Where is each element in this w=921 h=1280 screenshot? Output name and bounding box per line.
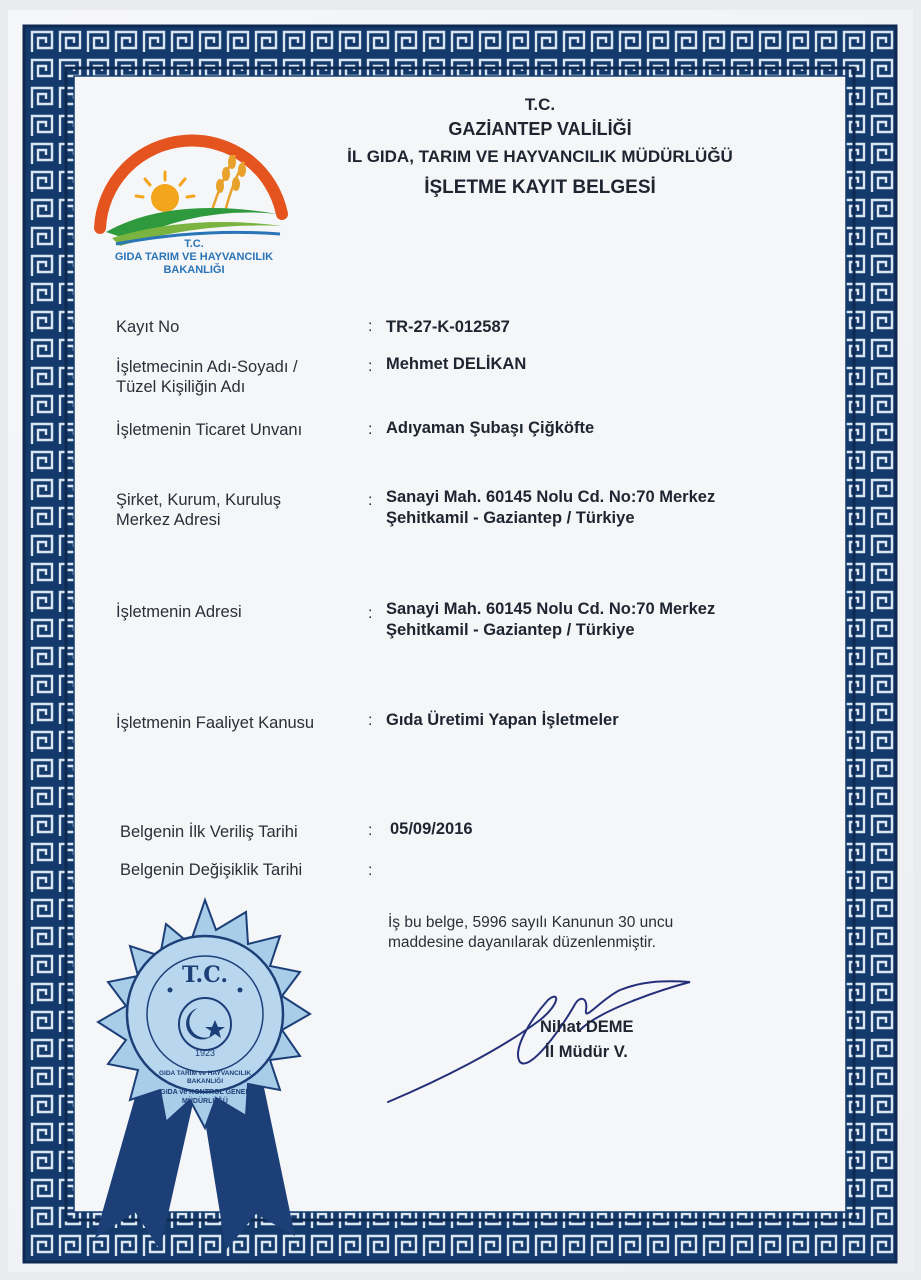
label-change-date: Belgenin Değişiklik Tarihi bbox=[120, 861, 303, 879]
colon: : bbox=[368, 492, 373, 509]
colon: : bbox=[368, 421, 373, 438]
label-business-address: İşletmenin Adresi bbox=[116, 603, 242, 621]
label-company-address bbox=[116, 490, 356, 530]
legal-note bbox=[388, 913, 788, 953]
value-business-address bbox=[386, 599, 806, 641]
header-governorship: GAZİANTEP VALİLİĞİ bbox=[448, 119, 632, 139]
value-registration-no: TR-27-K-012587 bbox=[386, 318, 510, 336]
label-company-address-line1: Şirket, Kurum, Kuruluş bbox=[116, 491, 282, 509]
label-operator-name-line2: Tüzel Kişiliğin Adı bbox=[116, 378, 246, 396]
label-operator-name bbox=[116, 357, 356, 397]
legal-note-line1: İş bu belge, 5996 sayılı Kanunun 30 uncu bbox=[388, 914, 674, 931]
seal-center-text: T.C. bbox=[182, 962, 228, 988]
signatory-name: Nihat DEME bbox=[540, 1018, 634, 1036]
seal-ring-text-2: GIDA ve KONTROL GENEL MÜDÜRLÜĞÜ bbox=[160, 1089, 250, 1105]
signatory-title: İl Müdür V. bbox=[545, 1043, 628, 1061]
colon: : bbox=[368, 712, 373, 729]
colon: : bbox=[368, 862, 373, 879]
value-operator-name: Mehmet DELİKAN bbox=[386, 355, 527, 373]
logo-ministry-line: GIDA TARIM VE HAYVANCILIK bbox=[114, 251, 274, 263]
label-trade-name: İşletmenin Ticaret Unvanı bbox=[116, 421, 303, 439]
seal-ring-text: GIDA TARIM ve HAYVANCILIK BAKANLIĞI bbox=[158, 1070, 252, 1085]
value-company-address bbox=[386, 487, 806, 529]
label-operator-name-line1: İşletmecinin Adı-Soyadı / bbox=[116, 358, 298, 376]
value-company-address-line1: Sanayi Mah. 60145 Nolu Cd. No:70 Merkez bbox=[386, 488, 716, 506]
value-activity: Gıda Üretimi Yapan İşletmeler bbox=[386, 711, 619, 729]
header-tc: T.C. bbox=[524, 95, 556, 114]
logo-ministry-line2: BAKANLIĞI bbox=[163, 264, 225, 276]
legal-note-line2: maddesine dayanılarak düzenlenmiştir. bbox=[388, 934, 656, 951]
colon: : bbox=[368, 318, 373, 335]
label-company-address-line2: Merkez Adresi bbox=[116, 511, 221, 529]
value-company-address-line2: Şehitkamil - Gaziantep / Türkiye bbox=[386, 509, 635, 527]
seal-year: 1923 bbox=[194, 1048, 216, 1058]
label-activity: İşletmenin Faaliyet Kanusu bbox=[116, 714, 315, 732]
logo-text bbox=[100, 238, 288, 277]
value-business-address-line1: Sanayi Mah. 60145 Nolu Cd. No:70 Merkez bbox=[386, 600, 716, 618]
label-first-issue-date: Belgenin İlk Veriliş Tarihi bbox=[120, 823, 298, 841]
document-title: İŞLETME KAYIT BELGESİ bbox=[424, 177, 656, 198]
colon: : bbox=[368, 822, 373, 839]
label-registration-no: Kayıt No bbox=[116, 318, 180, 336]
value-business-address-line2: Şehitkamil - Gaziantep / Türkiye bbox=[386, 621, 635, 639]
value-trade-name: Adıyaman Şubaşı Çiğköfte bbox=[386, 419, 595, 437]
logo-tc: T.C. bbox=[184, 238, 204, 250]
colon: : bbox=[368, 605, 373, 622]
header-directorate: İL GIDA, TARIM VE HAYVANCILIK MÜDÜRLÜĞÜ bbox=[347, 147, 733, 166]
colon: : bbox=[368, 358, 373, 375]
value-first-issue-date: 05/09/2016 bbox=[390, 820, 473, 838]
